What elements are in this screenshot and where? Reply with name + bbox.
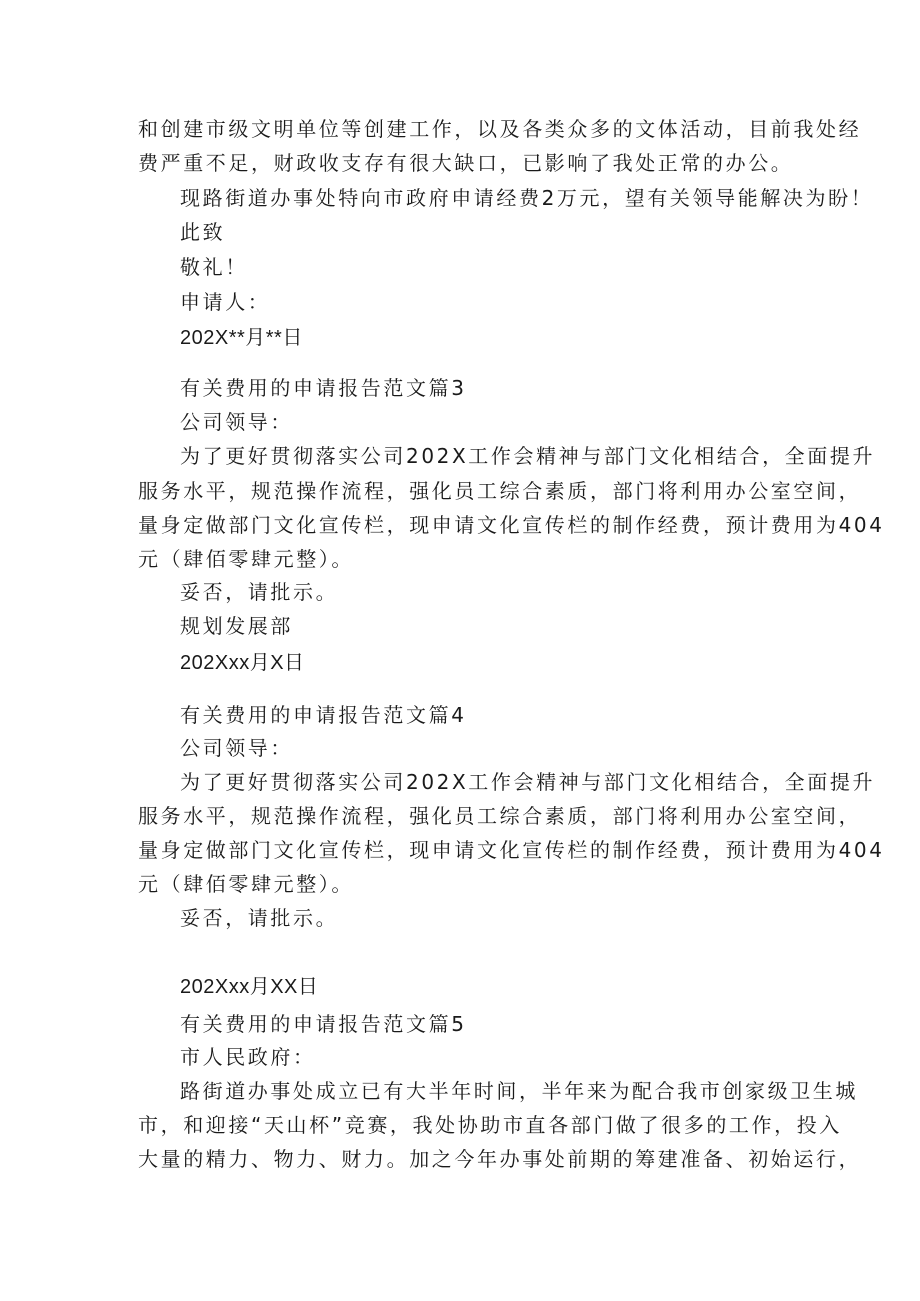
paragraph-line: 和创建市级文明单位等创建工作，以及各类众多的文体活动，目前我处经 [138,117,862,141]
section-heading: 有关费用的申请报告范文篇5 [180,1012,467,1036]
paragraph-line: 路街道办事处成立已有大半年时间，半年来为配合我市创家级卫生城 [180,1079,858,1103]
paragraph-line: 现路街道办事处特向市政府申请经费2万元，望有关领导能解决为盼！ [180,186,874,210]
paragraph-line: 市，和迎接“天山杯”竞赛，我处协助市直各部门做了很多的工作，投入 [138,1113,842,1137]
salutation: 公司领导： [180,736,293,760]
paragraph-line: 量身定做部门文化宣传栏，现申请文化宣传栏的制作经费，预计费用为404 [138,513,885,537]
paragraph-line: 妥否，请批示。 [180,580,339,604]
section-heading: 有关费用的申请报告范文篇4 [180,703,467,727]
salutation: 市人民政府： [180,1045,316,1069]
section-heading: 有关费用的申请报告范文篇3 [180,376,467,400]
date-line: 202X**月**日 [180,327,303,349]
paragraph-line: 元（肆佰零肆元整）。 [138,547,354,571]
closing-line: 此致 [180,220,226,244]
paragraph-line: 服务水平，规范操作流程，强化员工综合素质，部门将利用办公室空间， [138,804,862,828]
paragraph-line: 服务水平，规范操作流程，强化员工综合素质，部门将利用办公室空间， [138,479,862,503]
paragraph-line: 费严重不足，财政收支存有很大缺口，已影响了我处正常的办公。 [138,151,794,175]
paragraph-line: 元（肆佰零肆元整）。 [138,872,354,896]
paragraph-line: 大量的精力、物力、财力。加之今年办事处前期的筹建准备、初始运行， [138,1147,862,1171]
date-line: 202Xxx月XX日 [180,976,319,998]
paragraph-line: 为了更好贯彻落实公司202X工作会精神与部门文化相结合，全面提升 [180,770,876,794]
signature-department: 规划发展部 [180,614,293,638]
paragraph-line: 量身定做部门文化宣传栏，现申请文化宣传栏的制作经费，预计费用为404 [138,838,885,862]
paragraph-line: 为了更好贯彻落实公司202X工作会精神与部门文化相结合，全面提升 [180,444,876,468]
paragraph-line: 妥否，请批示。 [180,906,339,930]
closing-line: 敬礼！ [180,255,248,279]
salutation: 公司领导： [180,410,293,434]
applicant-label: 申请人： [180,290,271,314]
date-line: 202Xxx月X日 [180,652,305,674]
